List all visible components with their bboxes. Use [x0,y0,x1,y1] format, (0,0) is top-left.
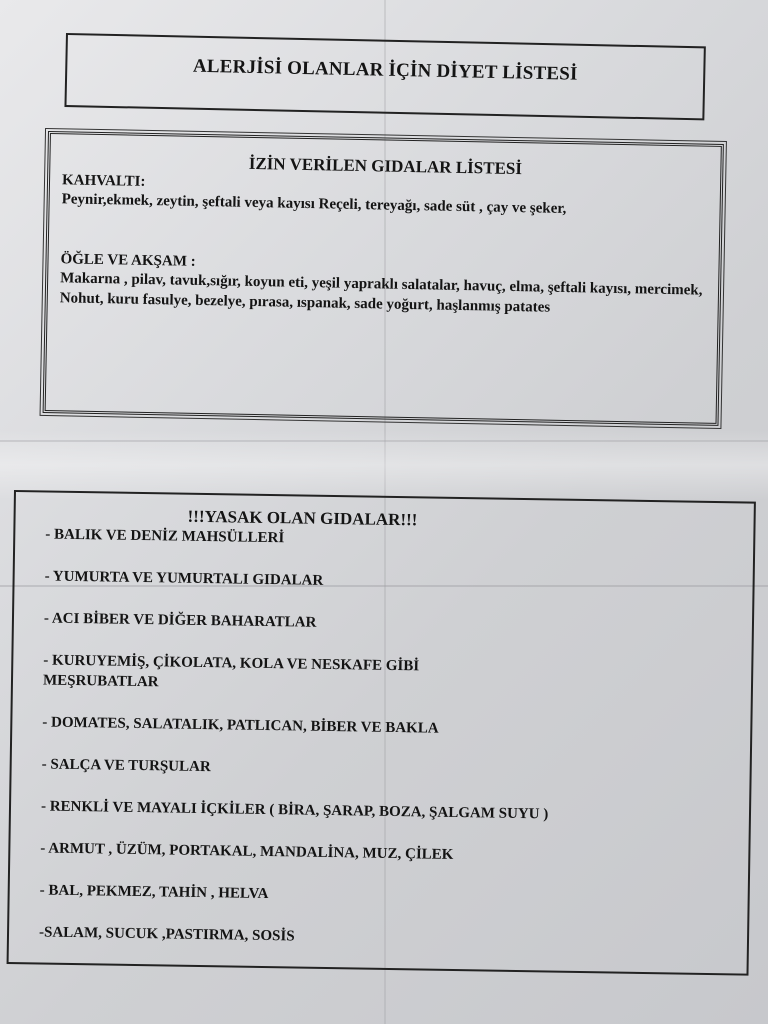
list-item: - SALÇA VE TURŞULAR [41,756,211,776]
list-item: - YUMURTA VE YUMURTALI GIDALAR [44,568,324,589]
allowed-foods-content [60,150,709,320]
title-box [64,33,705,120]
list-item: -SALAM, SUCUK ,PASTIRMA, SOSİS [38,924,295,945]
list-item: - ARMUT , ÜZÜM, PORTAKAL, MANDALİNA, MUZ, ÇİLEK [40,840,454,863]
allowed-foods-box [43,131,724,426]
breakfast-label: KAHVALTI: [61,172,146,190]
document-title: ALERJİSİ OLANLAR İÇİN DİYET LİSTESİ [192,55,578,85]
list-item: - DOMATES, SALATALIK, PATLICAN, BİBER VE BAKLA [42,714,439,737]
list-item: - BAL, PEKMEZ, TAHİN , HELVA [39,882,269,903]
list-item: - BALIK VE DENİZ MAHSÜLLERİ [45,526,285,547]
lunch-dinner-items: Makarna , pilav, tavuk,sığır, koyun eti, yeşil yapraklı salatalar, havuç, elma, şeftali kayısı, mercimek, Nohut, kuru fasulye, bezelye, pırasa, ıspanak, sade yoğurt, haşlanmış patates [59,270,703,316]
list-item: - ACI BİBER VE DİĞER BAHARATLAR [43,610,317,631]
list-item: - RENKLİ VE MAYALI İÇKİLER ( BİRA, ŞARAP, BOZA, ŞALGAM SUYU ) [40,798,549,823]
paper-highlight [0,430,768,500]
forbidden-foods-heading: !!!YASAK OLAN GIDALAR!!! [187,506,418,530]
breakfast-items: Peynir,ekmek, zeytin, şeftali veya kayısı Reçeli, tereyağı, sade süt , çay ve şeker, [61,191,567,217]
forbidden-foods-content [39,505,734,976]
list-item: - KURUYEMİŞ, ÇİKOLATA, KOLA VE NESKAFE GİBİ MEŞRUBATLAR [42,652,420,691]
allowed-foods-heading: İZİN VERİLEN GIDALAR LİSTESİ [248,153,523,179]
forbidden-foods-box [7,490,756,976]
forbidden-foods-list [39,524,733,953]
lunch-dinner-label: ÖĞLE VE AKŞAM : [60,251,196,270]
